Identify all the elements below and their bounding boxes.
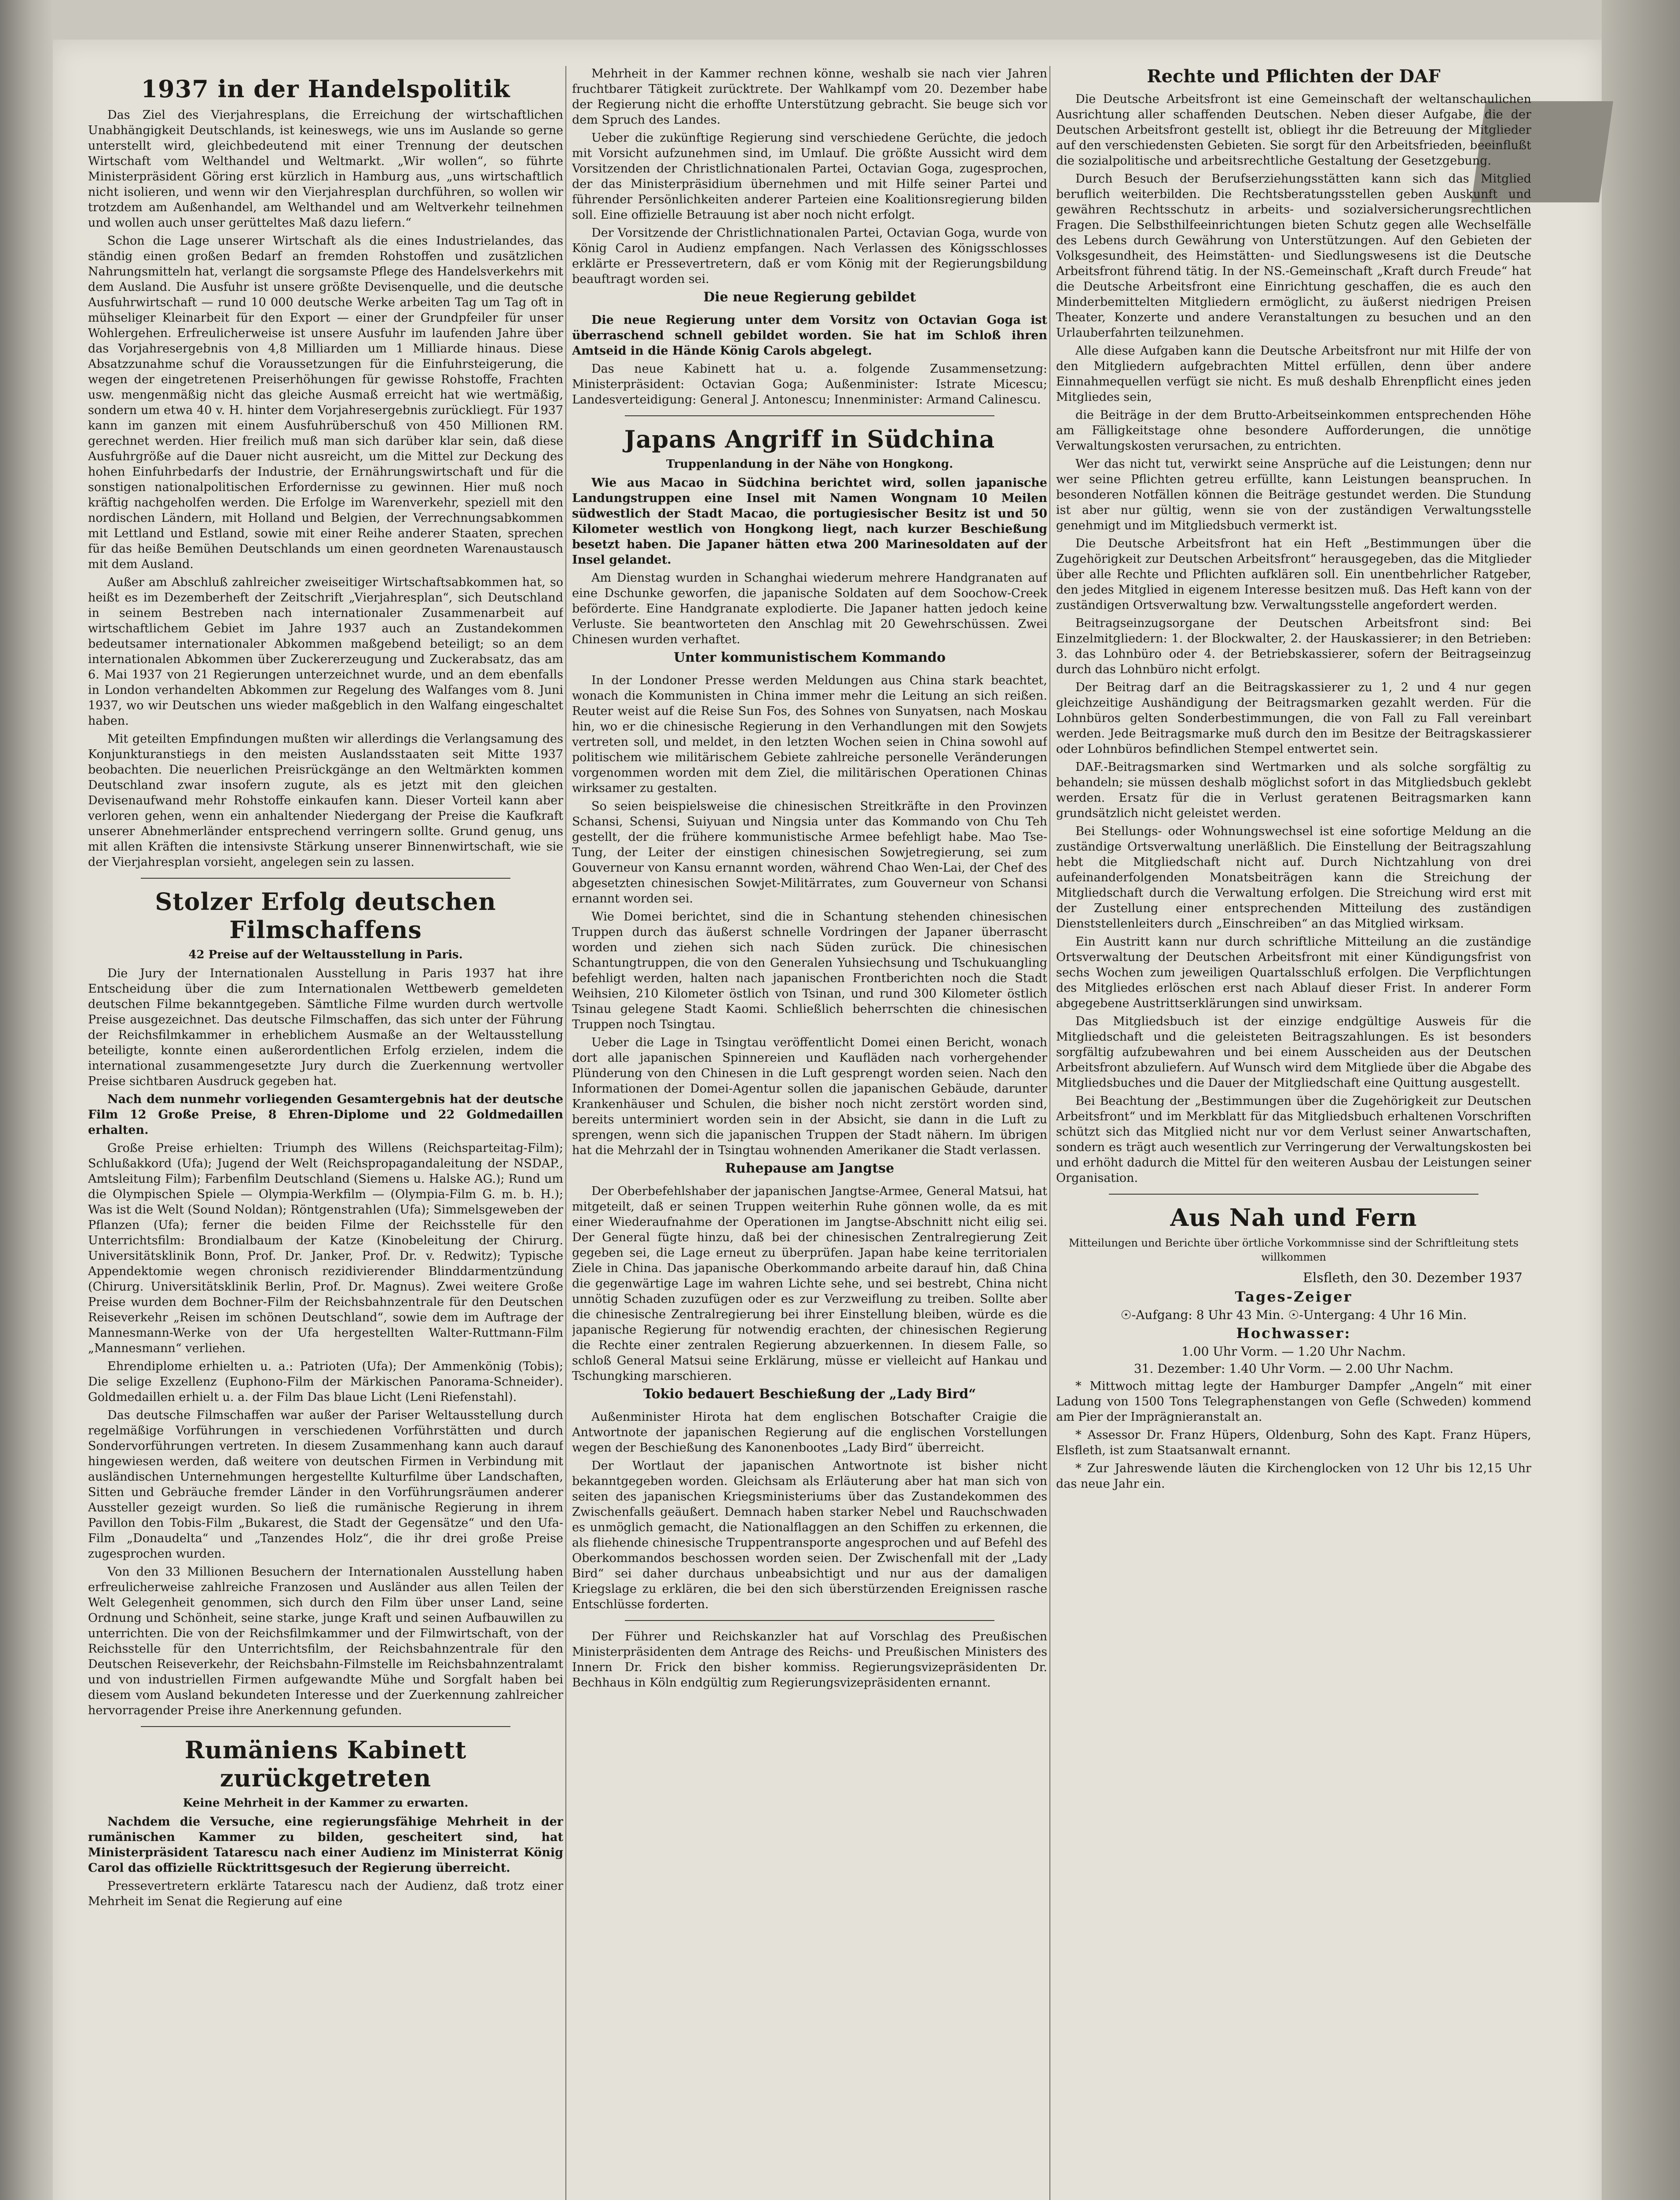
paragraph: Nach dem nunmehr vorliegenden Gesamtergebnis hat der deutsche Film 12 Große Preise, 8 Ehren-Diplome und 22 Goldmedaillen erhalten. bbox=[88, 1093, 563, 1137]
paragraph: Beitragseinzugsorgane der Deutschen Arbeitsfront sind: Bei Einzelmitgliedern: 1. der Blockwalter, 2. der Hauskassierer; in den Betrieben: 3. das Lohnbüro oder 4. der Betriebskassierer, sofern der Beitragseinzug durch das Lohnbüro nicht erfolgt. bbox=[1056, 616, 1531, 676]
paragraph: Das Mitgliedsbuch ist der einzige endgültige Ausweis für die Mitgliedschaft und die geleisteten Beitragszahlungen. Es ist besonders sorgfältig aufzubewahren und bei einem Ausscheiden aus der Deutschen Arbeitsfront abzuliefern. Auf Wunsch wird dem Mitgliede über die Abgabe des Mitgliedsbuches und die Dauer der Mitgliedschaft eine Quittung ausgestellt. bbox=[1056, 1015, 1531, 1090]
paragraph: Von den 33 Millionen Besuchern der Internationalen Ausstellung haben erfreulicherweise zahlreiche Franzosen und Ausländer aus allen Teilen der Welt Gelegenheit genommen, sich durch den Film über unser Land, seine Ordnung und Schönheit, seine starke, junge Kraft und seinen Aufbauwillen zu unterrichten. Die von der Reichsfilmkammer und der Filmwirtschaft, von der Reichsstelle für den Unterrichtsfilm, der Reichsbahnzentrale für den Deutschen Reiseverkehr, der Reichsbahn-Filmstelle im Reichsbahnzentralamt und von industriellen Firmen aufgewandte Mühe und Sorgfalt haben bei diesem vom Ausland bekundeten Interesse und der Zuerkennung zahlreicher hervorragender Preise ihre Anerkennung gefunden. bbox=[88, 1565, 563, 1717]
headline-lady-bird: Tokio bedauert Beschießung der „Lady Bird“ bbox=[643, 1386, 976, 1402]
paragraph: Bei Stellungs- oder Wohnungswechsel ist eine sofortige Meldung an die zuständige Ortsverwaltung unerläßlich. Die Einstellung der Beitragszahlung hebt die Mitgliedschaft nicht auf. Durch Nichtzahlung von drei aufeinanderfolgenden Monatsbeiträgen kann die Streichung der Mitgliedschaft durch die Verwaltung erfolgen. Die Streichung wird erst mit der Zustellung einer entsprechenden Mitteilung des zuständigen Dienststellenleiters durch „Einschreiben“ an das Mitglied wirksam. bbox=[1056, 825, 1531, 931]
section-subtitle: Mitteilungen und Berichte über örtliche Vorkommnisse sind der Schriftleitung stets willkommen bbox=[1068, 1237, 1519, 1263]
column-rule bbox=[565, 66, 566, 2200]
paragraph: Wer das nicht tut, verwirkt seine Ansprüche auf die Leistungen; denn nur wer seine Pflichten getreu erfüllte, kann Leistungen beanspruchen. In besonderen Notfällen können die Beiträge gestundet werden. Die Stundung ist aber nur gültig, wenn sie von der zuständigen Verwaltungsstelle genehmigt und im Mitgliedsbuch vermerkt ist. bbox=[1056, 457, 1531, 532]
divider bbox=[141, 878, 510, 879]
headline-nah-und-fern: Aus Nah und Fern bbox=[1170, 1203, 1417, 1232]
paragraph: Ehrendiplome erhielten u. a.: Patrioten (Ufa); Der Ammenkönig (Tobis); Die selige Exzellenz (Euphono-Film der Märkischen Panorama-Schneider). Goldmedaillen erhielt u. a. der Film Das blaue Licht (Leni Riefenstahl). bbox=[88, 1360, 563, 1404]
headline-filmschaffen: Stolzer Erfolg deutschen Filmschaffens bbox=[155, 887, 496, 944]
paragraph: Ein Austritt kann nur durch schriftliche Mitteilung an die zuständige Ortsverwaltung der Deutschen Arbeitsfront mit einer Kündigungsfrist von sechs Wochen zum jeweiligen Quartalsschluß erfolgen. Die Verpflichtungen des Mitgliedes erlöschen erst nach Ablauf dieser Frist. In anderer Form abgegebene Austrittserklärungen sind unwirksam. bbox=[1056, 935, 1531, 1010]
page-edge-right bbox=[1602, 0, 1680, 2200]
headline-rumaenien: Rumäniens Kabinett zurückgetreten bbox=[184, 1736, 467, 1792]
paragraph: Außenminister Hirota hat dem englischen Botschafter Craigie die Antwortnote der japanischen Regierung auf die englischen Vorstellungen wegen der Beschießung des Kanonenbootes „Lady Bird“ überreicht. bbox=[572, 1410, 1047, 1455]
column-2 bbox=[572, 66, 1047, 2200]
headline-japans-angriff: Japans Angriff in Südchina bbox=[624, 425, 995, 453]
paragraph: Schon die Lage unserer Wirtschaft als die eines Industrielandes, das ständig einen großen Bedarf an fremden Rohstoffen und zusätzlichen Nahrungsmitteln hat, verlangt die sorgsamste Pflege des Handelsverkehrs mit dem Ausland. Die Ausfuhr ist unsere größte Devisenquelle, und die deutsche Ausfuhrwirtschaft — rund 10 000 deutsche Werke arbeiten Tag um Tag oft in mühseliger Kleinarbeit für den Export — einer der Grundpfeiler für unser Wohlergehen. Erfreulicherweise ist unsere Ausfuhr im laufenden Jahre über das Vorjahresergebnis von 4,8 Milliarden um 1 Milliarde hinaus. Diese Absatzzunahme schuf die Voraussetzungen für die Einfuhrsteigerung, die wegen der eingetretenen Preiserhöhungen für gewisse Rohstoffe, Frachten usw. mengenmäßig nicht das gleiche Ausmaß erreicht hat wie wertmäßig, sondern um etwa 40 v. H. hinter dem Vorjahresergebnis zurückliegt. Für 1937 kann im ganzen mit einem Ausfuhrüberschuß von 450 Millionen RM. gerechnet werden. Hier freilich muß man sich darüber klar sein, daß diese Ausfuhrgröße auf die Dauer nicht ausreicht, um die Mittel zur Deckung des hohen Einfuhrbedarfs der Industrie, der Ernährungswirtschaft und für die sonstigen nationalpolitischen Erfordernisse zu gewinnen. Hier muß noch kräftig nachgeholfen werden. Die Erfolge im Warenverkehr, speziell mit den nordischen Ländern, mit Holland und Belgien, der Verrechnungsabkommen mit Lettland und Estland, sowie mit einer Reihe anderer Staaten, sprechen für das heiße Bemühen Deutschlands um einen geordneten Warenaustausch mit dem Ausland. bbox=[88, 234, 563, 571]
hochwasser-31-dez: 31. Dezember: 1.40 Uhr Vorm. — 2.00 Uhr Nachm. bbox=[1133, 1361, 1454, 1376]
paragraph: die Beiträge in der dem Brutto-Arbeitseinkommen entsprechenden Höhe am Fälligkeitstage ohne besondere Aufforderungen, die unnötige Verwaltungskosten verursachen, zu entrichten. bbox=[1056, 408, 1531, 453]
paragraph: Wie Domei berichtet, sind die in Schantung stehenden chinesischen Truppen durch das äußerst schnelle Vordringen der Japaner überrascht worden und ziehen sich nach Süden zurück. Die chinesischen Schantungtruppen, die von den Generalen Yuhsiechsung und Tschukuangling befehligt werden, halten nach japanischen Frontberichten noch die Stadt Weihsien, 210 Kilometer östlich von Tsinan, und rund 300 Kilometer östlich Tsinau gelegene Stadt Kaomi. Schließlich beherrschten die chinesischen Truppen noch Tsingtau. bbox=[572, 910, 1047, 1031]
paragraph: Mit geteilten Empfindungen mußten wir allerdings die Verlangsamung des Konjunkturanstiegs in den meisten Auslandsstaaten seit Mitte 1937 beobachten. Die neuerlichen Preisrückgänge an den Weltmärkten kommen Deutschland zwar insofern zugute, als es jetzt mit den gleichen Devisenaufwand mehr Rohstoffe einkaufen kann. Dieser Vorteil kann aber verloren gehen, wenn ein anhaltender Niedergang der Preise die Kaufkraft unserer Abnehmerländer entsprechend verringern sollte. Grund genug, uns mit allen Kräften die intensivste Stärkung unserer Binnenwirtschaft, wie sie der Vierjahresplan vorsieht, angelegen sein zu lassen. bbox=[88, 732, 563, 869]
paragraph: Das neue Kabinett hat u. a. folgende Zusammensetzung: Ministerpräsident: Octavian Goga; Außenminister: Istrate Micescu; Landesverteidigung: General J. Antonescu; Innenminister: Armand Calinescu. bbox=[572, 362, 1047, 407]
divider bbox=[1109, 1194, 1478, 1195]
paragraph: Am Dienstag wurden in Schanghai wiederum mehrere Handgranaten auf eine Dschunke geworfen, die japanische Soldaten auf dem Soochow-Creek beförderte. Eine Handgranate explodierte. Die Japaner hatten jedoch keine Verluste. Sie beantworteten den Anschlag mit 20 Gewehrschüssen. Zwei Chinesen wurden verhaftet. bbox=[572, 571, 1047, 646]
divider bbox=[625, 415, 994, 416]
headline-ruhepause: Ruhepause am Jangtse bbox=[725, 1161, 895, 1176]
divider bbox=[141, 1726, 510, 1727]
headline-handelspolitik: 1937 in der Handelspolitik bbox=[141, 75, 510, 103]
column-3 bbox=[1056, 66, 1531, 2200]
column-rule bbox=[1049, 66, 1050, 2200]
paragraph: Das Ziel des Vierjahresplans, die Erreichung der wirtschaftlichen Unabhängigkeit Deutschlands, ist keineswegs, wie uns im Auslande so gerne unterstellt wird, gleichbedeutend mit einer Trennung der deutschen Wirtschaft vom Welthandel und Weltmarkt. „Wir wollen“, so führte Ministerpräsident Göring erst kürzlich in Hamburg aus, „uns wirtschaftlich nicht isolieren, und wenn wir den Vierjahresplan durchführen, so wollen wir trotzdem am Außenhandel, am Welthandel und am Weltverkehr teilnehmen und wollen auch unser gerütteltes Maß dazu liefern.“ bbox=[88, 108, 563, 230]
paragraph: Nachdem die Versuche, eine regierungsfähige Mehrheit in der rumänischen Kammer zu bilden, gescheitert sind, hat Ministerpräsident Tatarescu nach einer Audienz im Ministerrat König Carol das offizielle Rücktrittsgesuch der Regierung überreicht. bbox=[88, 1815, 563, 1875]
paragraph: Bei Beachtung der „Bestimmungen über die Zugehörigkeit zur Deutschen Arbeitsfront“ und im Merkblatt für das Mitgliedsbuch erhaltenen Vorschriften schützt sich das Mitglied nicht nur vor dem Verlust seiner Anwartschaften, sondern es trägt auch wesentlich zur Verringerung der Verwaltungskosten bei und erhöht dadurch die Mittel für den weiteren Ausbau der Leistungen seiner Organisation. bbox=[1056, 1094, 1531, 1185]
tages-zeiger-title: Tages-Zeiger bbox=[1235, 1288, 1353, 1305]
paragraph: Wie aus Macao in Südchina berichtet wird, sollen japanische Landungstruppen eine Insel mit Namen Wongnam 10 Meilen südwestlich der Stadt Macao, die portugiesischer Besitz ist und 50 Kilometer westlich von Hongkong liegt, nach kurzer Beschießung besetzt haben. Die Japaner hätten etwa 200 Marinesoldaten auf der Insel gelandet. bbox=[572, 476, 1047, 567]
news-item: * Mittwoch mittag legte der Hamburger Dampfer „Angeln“ mit einer Ladung von 1500 Tons Telegraphenstangen von Gefle (Schweden) kommend am Pier der Imprägnieranstalt an. bbox=[1056, 1379, 1531, 1424]
book-spine-edge bbox=[0, 0, 53, 2200]
dateline: Elsfleth, den 30. Dezember 1937 bbox=[1302, 1270, 1522, 1286]
paragraph: So seien beispielsweise die chinesischen Streitkräfte in den Provinzen Schansi, Schensi, Suiyuan und Ningsia unter das Kommando von Chu Teh gestellt, der die frühere kommunistische Armee befehligt habe. Mao Tse-Tung, der Leiter der einstigen chinesischen Sowjetregierung, sei zum Gouverneur von Kansu ernannt worden, während Chao Wen-Lai, der Chef des abgesetzten chinesischen Sowjet-Militärrates, zum Gouverneur von Schansi ernannt worden sei. bbox=[572, 799, 1047, 906]
divider bbox=[625, 1620, 994, 1621]
paragraph: Der Oberbefehlshaber der japanischen Jangtse-Armee, General Matsui, hat mitgeteilt, daß er seinen Truppen weiterhin Ruhe gönnen wolle, da es mit einer Wiederaufnahme der Operationen im Jangtse-Abschnitt nicht eilig sei. Der General fügte hinzu, daß bei der chinesischen Zentralregierung Zeit gegeben sei, die Lage erneut zu überprüfen. Japan habe keine territorialen Ziele in China. Das japanische Oberkommando arbeite darauf hin, daß China die gegenwärtige Lage im wahren Lichte sehe, und sei bestrebt, China nicht unnötig Schaden zuzufügen oder es zur Verzweiflung zu treiben. Sollte aber die chinesische Zentralregierung bei ihrer Einstellung bleiben, würde es die japanische Regierung für notwendig erachten, der chinesischen Regierung die Rechte einer zentralen Regierung abzuerkennen. In diesem Falle, so schloß General Matsui seine Erklärung, müsse er vielleicht auf Hankau und Tschungking marschieren. bbox=[572, 1184, 1047, 1383]
headline-kommando: Unter kommunistischem Kommando bbox=[673, 650, 946, 665]
paragraph: Pressevertretern erklärte Tatarescu nach der Audienz, daß trotz einer Mehrheit im Senat die Regierung auf eine bbox=[88, 1879, 563, 1908]
headline-daf: Rechte und Pflichten der DAF bbox=[1147, 66, 1441, 87]
paragraph: Ueber die Lage in Tsingtau veröffentlicht Domei einen Bericht, wonach dort alle japanischen Spinnereien und Kaufläden nach vorhergehender Plünderung von den Chinesen in die Luft gesprengt worden seien. Nach den Informationen der Domei-Agentur sollen die japanischen Gebäude, darunter Krankenhäuser und Schulen, die bisher noch nicht zerstört worden sind, bereits unterminiert worden sein in der Absicht, sie dann in die Luft zu sprengen, wenn sich die japanischen Truppen der Stadt nähern. Im übrigen hat die Mehrzahl der in Tsingtau wohnenden Amerikaner die Stadt verlassen. bbox=[572, 1036, 1047, 1157]
paragraph: DAF.-Beitragsmarken sind Wertmarken und als solche sorgfältig zu behandeln; sie müssen deshalb möglichst sofort in das Mitgliedsbuch geklebt werden. Ersatz für die in Verlust geratenen Beitragsmarken kann grundsätzlich nicht geleistet werden. bbox=[1056, 760, 1531, 820]
paragraph: Ueber die zukünftige Regierung sind verschiedene Gerüchte, die jedoch mit Vorsicht aufzunehmen sind, im Umlauf. Die größte Aussicht wird dem Vorsitzenden der Christlichnationalen Partei, Octavian Goga, zugesprochen, der das Ministerpräsidium übernehmen und mit Hilfe seiner Partei und führender Persönlichkeiten anderer Parteien eine Koalitionsregierung bilden soll. Eine offizielle Betrauung ist aber noch nicht erfolgt. bbox=[572, 131, 1047, 222]
hochwasser-today: 1.00 Uhr Vorm. — 1.20 Uhr Nachm. bbox=[1181, 1344, 1406, 1359]
paragraph: Große Preise erhielten: Triumph des Willens (Reichsparteitag-Film); Schlußakkord (Ufa); Jugend der Welt (Reichspropagandaleitung der NSDAP., Amtsleitung Film); Farbenfilm Deutschland (Siemens u. Halske AG.); Rund um die Olympischen Spiele — Olympia-Werkfilm — (Olympia-Film G. m. b. H.); Was ist die Welt (Sound Noldan); Röntgenstrahlen (Ufa); Simmelsgeweben der Pflanzen (Ufa); ferner die beiden Filme der Reichsstelle für den Unterrichtsfilm: Brondialbaum der Katze (Kinobeleitung der Chirurg. Universitätsklinik Bonn, Prof. Dr. Janker, Prof. Dr. v. Redwitz); Typische Appendektomie wegen chronisch rezidivierender Blinddarmentzündung (Chirurg. Universitätsklinik Berlin, Prof. Dr. Magnus). Zwei weitere Große Preise wurden dem Bochner-Film der Reichsbahnzentrale für den Deutschen Reiseverkehr „Reisen im schönen Deutschland“, sowie dem im Auftrage der Mannesmann-Werke von der Ufa hergestellten Walter-Ruttmann-Film „Mannesmann“ verliehen. bbox=[88, 1141, 563, 1355]
paragraph: Der Wortlaut der japanischen Antwortnote ist bisher nicht bekanntgegeben worden. Gleichsam als Erläuterung aber hat man sich von seiten des japanischen Kriegsministeriums über das Zustandekommen des Zwischenfalls geäußert. Demnach haben starker Nebel und Rauchschwaden es unmöglich gemacht, die Nationalflaggen an den Schiffen zu erkennen, die als fliehende chinesische Truppentransporte angesprochen und auf Befehl des Oberkommandos beschossen worden seien. Der Zwischenfall mit der „Lady Bird“ sei daher durchaus unbeabsichtigt und nur aus der damaligen Kriegslage zu erklären, die bei den sich überstürzenden Ereignissen rasche Entschlüsse forderten. bbox=[572, 1459, 1047, 1611]
paragraph: Mehrheit in der Kammer rechnen könne, weshalb sie nach vier Jahren fruchtbarer Tätigkeit zurücktrete. Der Wahlkampf vom 20. Dezember habe der Regierung nicht die erhoffte Unterstützung gebracht. Sie beuge sich vor dem Spruch des Landes. bbox=[572, 67, 1047, 127]
paragraph: Das deutsche Filmschaffen war außer der Pariser Weltausstellung durch regelmäßige Vorführungen in verschiedenen Vorführstätten und durch Sondervorführungen vertreten. In diesem Zusammenhang kann auch darauf hingewiesen werden, daß weitere von deutschen Firmen in Verbindung mit ausländischen Unternehmungen hergestellte Kulturfilme über Landschaften, Sitten und Gebräuche fremder Länder in den Vorführungsräumen anderer Aussteller gezeigt wurden. So ließ die rumänische Regierung in ihrem Pavillon den Tobis-Film „Bukarest, die Stadt der Gegensätze“ und den Ufa-Film „Donaudelta“ und „Tanzendes Holz“, die ihr drei große Preise zugesprochen wurden. bbox=[88, 1408, 563, 1561]
paragraph: Der Beitrag darf an die Beitragskassierer zu 1, 2 und 4 nur gegen gleichzeitige Aushändigung der Beitragsmarken gezahlt werden. Für die Lohnbüros gelten Sonderbestimmungen, die von Fall zu Fall vereinbart werden. Jede Beitragsmarke muß durch den im Besitze der Beitragskassierer oder Lohnbüros befindlichen Stempel entwertet sein. bbox=[1056, 681, 1531, 756]
paragraph: Der Vorsitzende der Christlichnationalen Partei, Octavian Goga, wurde von König Carol in Audienz empfangen. Nach Verlassen des Königsschlosses erklärte er Pressevertretern, daß er vom König mit der Regierungsbildung beauftragt worden sei. bbox=[572, 226, 1047, 286]
news-item: * Zur Jahreswende läuten die Kirchenglocken von 12 Uhr bis 12,15 Uhr das neue Jahr ein. bbox=[1056, 1462, 1531, 1491]
paragraph: Der Führer und Reichskanzler hat auf Vorschlag des Preußischen Ministerpräsidenten dem Antrage des Reichs- und Preußischen Ministers des Innern Dr. Frick den bisher kommiss. Regierungsvizepräsidenten Dr. Bechhaus in Köln endgültig zum Regierungsvizepräsidenten ernannt. bbox=[572, 1630, 1047, 1690]
news-item: * Assessor Dr. Franz Hüpers, Oldenburg, Sohn des Kapt. Franz Hüpers, Elsfleth, ist zum Staatsanwalt ernannt. bbox=[1056, 1428, 1531, 1457]
paragraph: Die Deutsche Arbeitsfront hat ein Heft „Bestimmungen über die Zugehörigkeit zur Deutschen Arbeitsfront“ herausgegeben, das die Mitglieder über alle Rechte und Pflichten aufklären soll. Ein unentbehrlicher Ratgeber, den jedes Mitglied in eigenem Interesse besitzen muß. Das Heft kann von der zuständigen Ortsverwaltung bzw. Verwaltungsstelle angefordert werden. bbox=[1056, 537, 1531, 612]
headline-neue-regierung: Die neue Regierung gebildet bbox=[703, 290, 916, 305]
paragraph: Die Jury der Internationalen Ausstellung in Paris 1937 hat ihre Entscheidung über die zum Internationalen Wettbewerb gemeldeten deutschen Filme bekanntgegeben. Sämtliche Filme wurden durch wertvolle Preise ausgezeichnet. Das deutsche Filmschaffen, das sich unter der Führung der Reichsfilmkammer in erheblichem Ausmaße an der Weltausstellung beteiligte, konnte einen außerordentlichen Erfolg erzielen, indem die international zusammengesetzte Jury durch die Zuerkennung wertvoller Preise sichtbaren Ausdruck gegeben hat. bbox=[88, 967, 563, 1088]
paragraph: Durch Besuch der Berufserziehungsstätten kann sich das Mitglied beruflich weiterbilden. Die Rechtsberatungsstellen geben Auskunft und gewähren Rechtsschutz in arbeits- und sozialversicherungsrechtlichen Fragen. Die Selbsthilfeeinrichtungen bieten Schutz gegen alle Wechselfälle des Lebens durch Gewährung von Unterstützungen. Auf den Gebieten der Volksgesundheit, des Heimstätten- und Siedlungswesens ist die Deutsche Arbeitsfront führend tätig. In der NS.-Gemeinschaft „Kraft durch Freude“ hat die Deutsche Arbeitsfront eine Einrichtung geschaffen, die es auch den Minderbemittelten Mitgliedern ermöglicht, zu äußerst niedrigen Preisen Theater, Konzerte und andere Veranstaltungen zu besuchen und an den Urlauberfahrten teilzunehmen. bbox=[1056, 172, 1531, 340]
paragraph: Außer am Abschluß zahlreicher zweiseitiger Wirtschaftsabkommen hat, so heißt es im Dezemberheft der Zeitschrift „Vierjahresplan“, sich Deutschland in seinem Bestreben nach internationaler Zusammenarbeit auf wirtschaftlichem Gebiet im Jahre 1937 auch an Zustandekommen bedeutsamer internationaler Abkommen maßgebend beteiligt; so an dem internationalen Abkommen über Zuckererzeugung und Zuckerabsatz, das am 6. Mai 1937 von 21 Regierungen unterzeichnet wurde, und an dem ebenfalls in London verhandelten Abkommen zur Regelung des Walfanges vom 8. Juni 1937, wo wir Deutschen uns wieder maßgeblich in den Walfang eingeschaltet haben. bbox=[88, 576, 563, 728]
paragraph: In der Londoner Presse werden Meldungen aus China stark beachtet, wonach die Kommunisten in China immer mehr die Leitung an sich reißen. Reuter weist auf die Reise Sun Fos, des Sohnes von Sunyatsen, nach Moskau hin, wo er die chinesische Regierung in den Verhandlungen mit den Sowjets vertreten soll, und meldet, in den letzten Wochen seien in China sowohl auf politischem wie militärischem Gebiete zahlreiche personelle Veränderungen vorgenommen worden mit dem Ziel, die militärischen Operationen Chinas wirksamer zu gestalten. bbox=[572, 674, 1047, 795]
sun-times: ☉-Aufgang: 8 Uhr 43 Min. ☉-Untergang: 4 Uhr 16 Min. bbox=[1120, 1308, 1467, 1322]
subheadline: Keine Mehrheit in der Kammer zu erwarten. bbox=[183, 1797, 469, 1810]
subheadline: Truppenlandung in der Nähe von Hongkong. bbox=[666, 458, 953, 471]
paragraph: Die Deutsche Arbeitsfront ist eine Gemeinschaft der weltanschaulichen Ausrichtung aller schaffenden Deutschen. Neben dieser Aufgabe, die der Deutschen Arbeitsfront gestellt ist, obliegt ihr die Betreuung der Mitglieder auf den verschiedensten Gebieten. Sie sorgt für den Arbeitsfrieden, beeinflußt die sozialpolitische und arbeitsrechtliche Gestaltung der Gesetzgebung. bbox=[1056, 92, 1531, 168]
hochwasser-title: Hochwasser: bbox=[1236, 1325, 1351, 1342]
column-1 bbox=[88, 66, 563, 2200]
paragraph: Die neue Regierung unter dem Vorsitz von Octavian Goga ist überraschend schnell gebildet worden. Sie hat im Schloß ihren Amtseid in die Hände König Carols abgelegt. bbox=[572, 313, 1047, 358]
paragraph: Alle diese Aufgaben kann die Deutsche Arbeitsfront nur mit Hilfe der von den Mitgliedern aufgebrachten Mittel erfüllen, denn über andere Einnahmequellen verfügt sie nicht. Es muß deshalb Ehrenpflicht eines jeden Mitgliedes sein, bbox=[1056, 344, 1531, 404]
subheadline: 42 Preise auf der Weltausstellung in Paris. bbox=[188, 948, 463, 961]
